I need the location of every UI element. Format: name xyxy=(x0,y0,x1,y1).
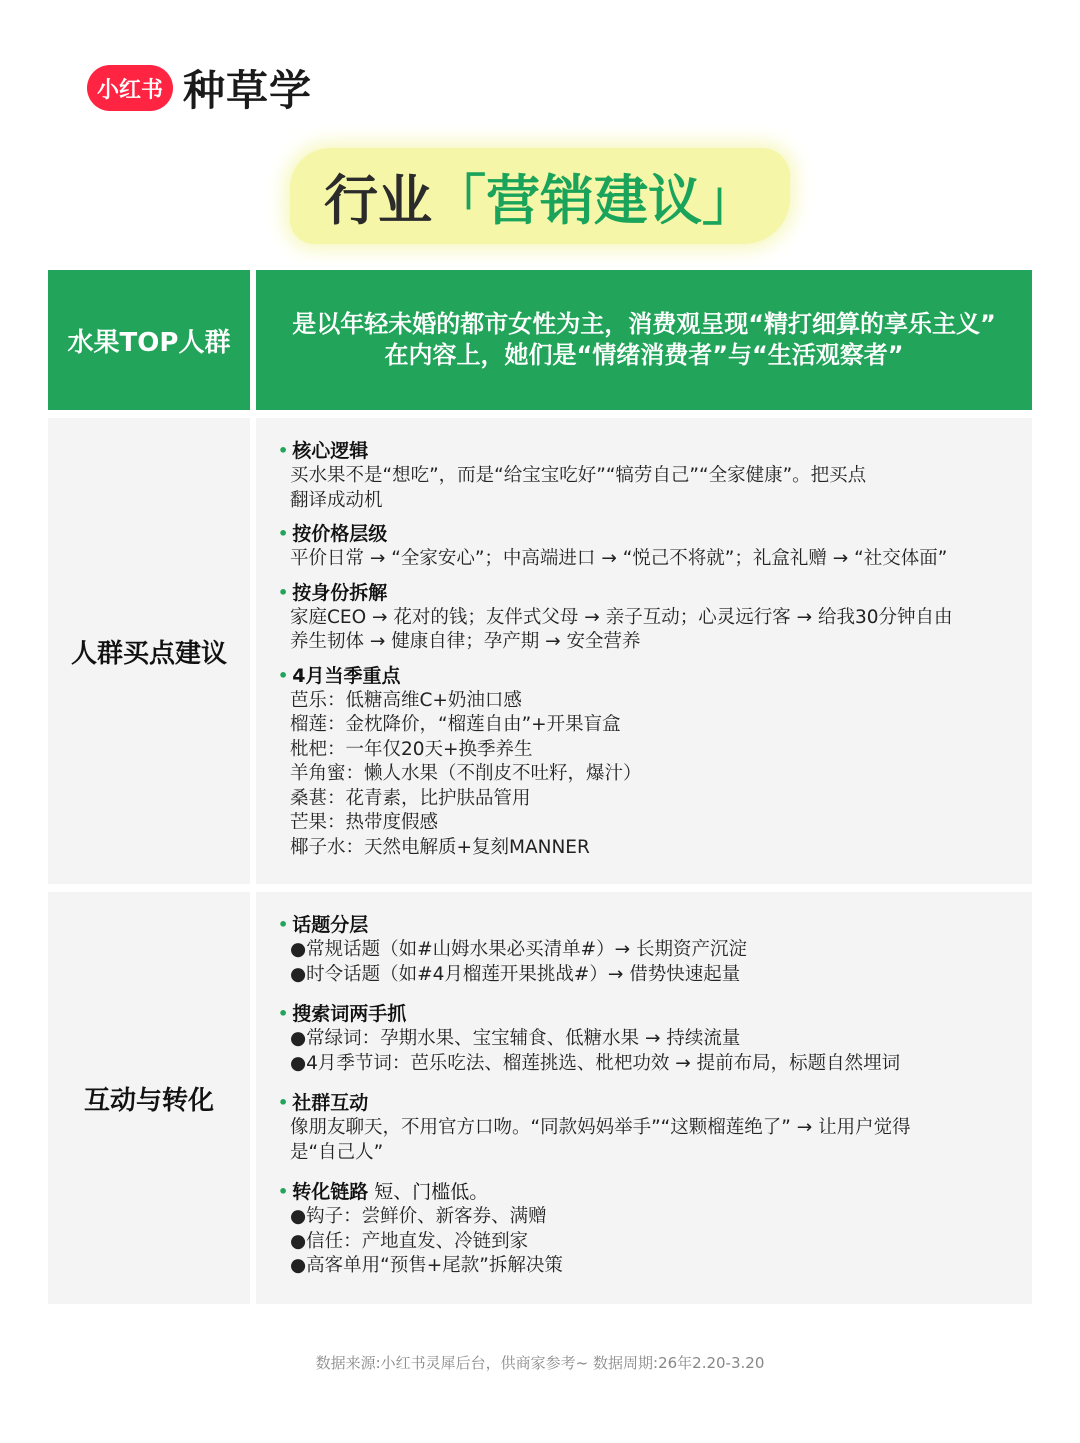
section xyxy=(278,580,1012,655)
page-title xyxy=(290,148,790,244)
section xyxy=(278,1090,1012,1165)
section-line: 是“自己人” xyxy=(290,1141,384,1163)
section xyxy=(278,663,1012,861)
header-line: 是以年轻未婚的都市女性为主，消费观呈现“精打细算的享乐主义” xyxy=(292,310,996,338)
table-header-row xyxy=(48,270,1032,410)
section-title: 按价格层级 xyxy=(292,523,388,545)
section-line: 平价日常 → “全家安心”；中高端进口 → “悦己不将就”；礼盒礼赠 → “社交体面” xyxy=(290,548,948,569)
row-content xyxy=(256,892,1032,1304)
bullet-dot-icon: • xyxy=(278,915,289,934)
section-line: ●钩子：尝鲜价、新客券、满赠 xyxy=(290,1206,547,1227)
bullet-dot-icon: • xyxy=(278,1093,289,1112)
section-line: 翻译成动机 xyxy=(290,489,383,511)
section xyxy=(278,1001,1012,1076)
section xyxy=(278,521,1012,572)
section-title: 核心逻辑 xyxy=(292,440,369,462)
section-title: 按身份拆解 xyxy=(292,581,388,604)
bullet-dot-icon: • xyxy=(278,1004,289,1023)
bullet-dot-icon: • xyxy=(278,1182,289,1201)
section-note: 短、门槛低。 xyxy=(374,1181,489,1203)
section-line: 养生韧体 → 健康自律；孕产期 → 安全营养 xyxy=(290,631,641,652)
row-label: 互动与转化 xyxy=(48,892,250,1304)
header-line: 在内容上，她们是“情绪消费者”与“生活观察者” xyxy=(384,341,904,369)
section-line: ●4月季节词：芭乐吃法、榴莲挑选、枇杷功效 → 提前布局，标题自然埋词 xyxy=(290,1052,901,1074)
section-line: 椰子水：天然电解质+复刻MANNER xyxy=(290,836,590,858)
section-line: 芭乐：低糖高维C+奶油口感 xyxy=(290,689,522,711)
section-line: 榴莲：金枕降价，“榴莲自由”+开果盲盒 xyxy=(290,714,621,735)
section-line: 桑葚：花青素，比护肤品管用 xyxy=(290,787,531,809)
section-line: ●常规话题（如#山姆水果必买清单#）→ 长期资产沉淀 xyxy=(290,939,748,960)
section-title: 4月当季重点 xyxy=(292,664,401,687)
title-highlight-text: 「营销建议」 xyxy=(432,168,756,232)
section-line: ●信任：产地直发、冷链到家 xyxy=(290,1230,529,1252)
section-title: 社群互动 xyxy=(292,1092,369,1114)
section-line: ●常绿词：孕期水果、宝宝辅食、低糖水果 → 持续流量 xyxy=(290,1028,741,1049)
section-title: 转化链路 xyxy=(292,1181,369,1203)
table-row xyxy=(48,892,1032,1304)
title-left: 行业 xyxy=(324,168,432,232)
header-description xyxy=(256,270,1032,410)
section-line: 枇杷：一年仅20天+换季养生 xyxy=(290,738,533,760)
table-row xyxy=(48,418,1032,884)
section xyxy=(278,912,1012,987)
row-content xyxy=(256,418,1032,884)
bullet-dot-icon: • xyxy=(278,665,289,685)
section xyxy=(278,438,1012,513)
section-line: 羊角蜜：懒人水果（不削皮不吐籽，爆汁） xyxy=(290,763,642,784)
brand-header xyxy=(87,58,312,118)
section-line: ●时令话题（如#4月榴莲开果挑战#）→ 借势快速起量 xyxy=(290,963,741,985)
section-title: 搜索词两手抓 xyxy=(292,1003,407,1025)
section xyxy=(278,1179,1012,1279)
section-line: 芒果：热带度假感 xyxy=(290,812,439,833)
xiaohongshu-logo: 小红书 xyxy=(87,65,173,111)
bullet-dot-icon: • xyxy=(278,524,289,543)
section-line: 买水果不是“想吃”，而是“给宝宝吃好”“犒劳自己”“全家健康”。把买点 xyxy=(290,465,867,486)
brand-name: 种草学 xyxy=(183,66,313,115)
data-source-footer: 数据来源:小红书灵犀后台，供商家参考~ 数据周期:26年2.20-3.20 xyxy=(315,1354,765,1372)
header-label: 水果TOP人群 xyxy=(48,270,250,410)
bullet-dot-icon: • xyxy=(278,582,289,602)
bullet-dot-icon: • xyxy=(278,441,289,460)
section-title: 话题分层 xyxy=(292,914,369,936)
section-line: ●高客单用“预售+尾款”拆解决策 xyxy=(290,1255,563,1276)
advice-table xyxy=(48,270,1032,1304)
row-label: 人群买点建议 xyxy=(48,418,250,884)
section-line: 家庭CEO → 花对的钱；友伴式父母 → 亲子互动；心灵远行客 → 给我30分钟自由 xyxy=(290,606,953,628)
section-line: 像朋友聊天，不用官方口吻。“同款妈妈举手”“这颗榴莲绝了” → 让用户觉得 xyxy=(290,1117,911,1138)
